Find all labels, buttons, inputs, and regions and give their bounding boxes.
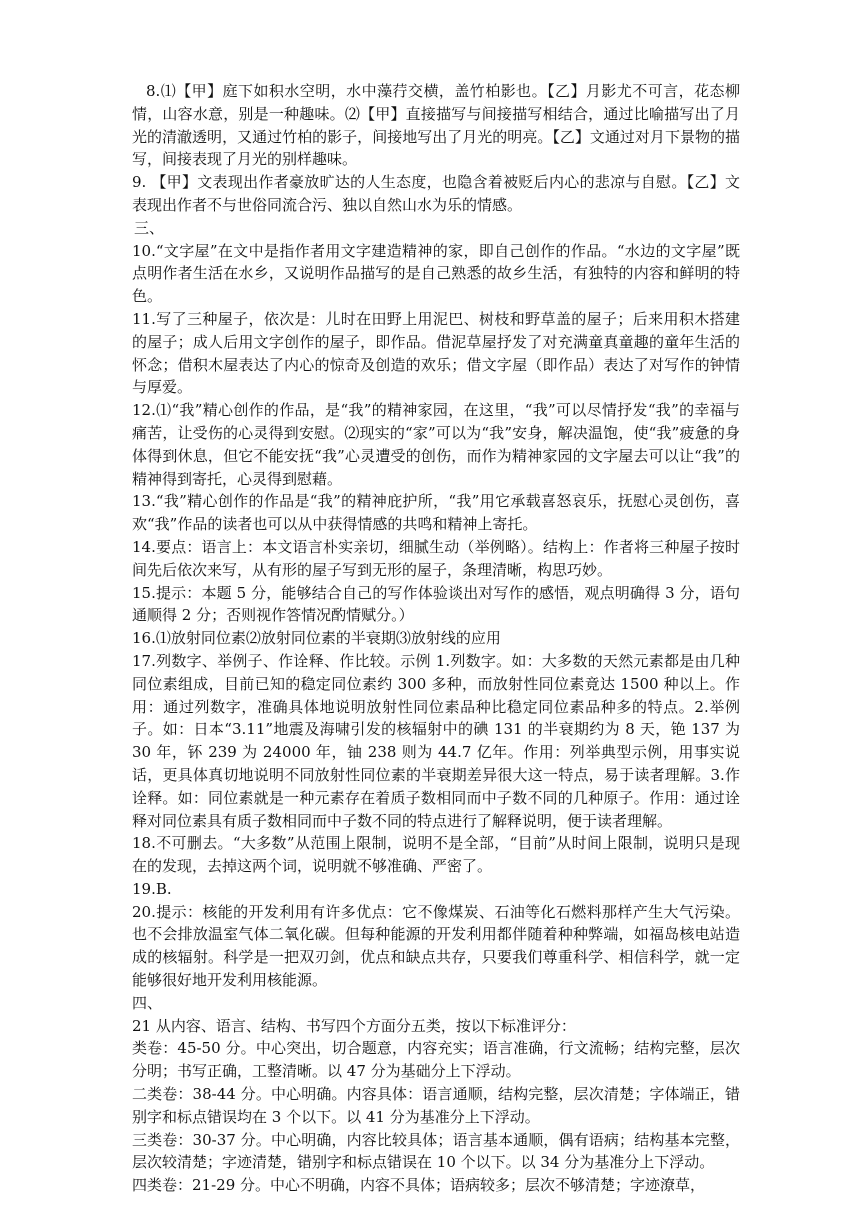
grade-level-1: 类卷：45-50 分。中心突出，切合题意，内容充实；语言准确，行文流畅；结构完整，层次分明；书写正确，工整清晰。以 47 分为基础分上下浮动。: [132, 1039, 740, 1081]
answer-8: 8.⑴【甲】庭下如积水空明，水中藻荇交横，盖竹柏影也。【乙】月影尤不可言，花态柳情，山容水意，别是一种趣味。⑵【甲】直接描写与间接描写相结合，通过比喻描写出了月光的清澈透明，又通过竹柏的影子，间接地写出了月光的明亮。【乙】文通过对月下景物的描写，间接表现了月光的别样趣味。: [132, 82, 740, 169]
answer-13: 13.“我”精心创作的作品是“我”的精神庇护所，“我”用它承载喜怒哀乐，抚慰心灵创伤，喜欢“我”作品的读者也可以从中获得情感的共鸣和精神上寄托。: [132, 492, 740, 534]
grade-level-2: 二类卷：38-44 分。中心明确。内容具体：语言通顺，结构完整，层次清楚；字体端正，错别字和标点错误均在 3 个以下。以 41 分为基准分上下浮动。: [132, 1085, 740, 1126]
section-3-heading: 三、: [134, 218, 165, 237]
answer-16: 16.⑴放射同位素⑵放射同位素的半衰期⑶放射线的应用: [132, 629, 501, 648]
answer-21-intro: 21 从内容、语言、结构、书写四个方面分五类，按以下标准评分：: [132, 1016, 576, 1035]
grade-level-4: 四类卷：21-29 分。中心不明确，内容不具体；语病较多；层次不够清楚；字迹潦草，: [132, 1176, 706, 1195]
answer-17: 17.列数字、举例子、作诠释、作比较。示例 1.列数字。如：大多数的天然元素都是由几种同位素组成，目前已知的稳定同位素约 300 多种，而放射性同位素竟达 1500 种以上。作用：通过列数字，准确具体地说明放射性同位素品种比稳定同位素品种多的特点。2.举例子。如：日本“3.11”地震及海啸引发的核辐射中的碘 131 的半衰期约为 8 天，铯 137 为 30 年，钚 239 为 24000 年，铀 238 则为 44.7 亿年。作用：列举典型示例，用事实说话，更具体真切地说明不同放射性同位素的半衰期差异很大这一特点，易于读者理解。3.作诠释。如：同位素就是一种元素存在着质子数相同而中子数不同的几种原子。作用：通过诠释对同位素具有质子数相同而中子数不同的特点进行了解释说明，便于读者理解。: [132, 651, 740, 830]
section-4-heading: 四、: [132, 993, 163, 1012]
answer-15: 15.提示：本题 5 分，能够结合自己的写作体验谈出对写作的感悟，观点明确得 3 分，语句通顺得 2 分；否则视作答情况酌情赋分。）: [132, 583, 740, 625]
answer-20: 20.提示：核能的开发利用有许多优点：它不像煤炭、石油等化石燃料那样产生大气污染。也不会排放温室气体二氧化碳。但每种能源的开发利用都伴随着种种弊端，如福岛核电站造成的核辐射。科学是一把双刃剑，优点和缺点共存，只要我们尊重科学、相信科学，就一定能够很好地开发利用核能源。: [132, 902, 740, 990]
answer-14: 14.要点：语言上：本文语言朴实亲切，细腻生动（举例略）。结构上：作者将三种屋子按时间先后依次来写，从有形的屋子写到无形的屋子，条理清晰，构思巧妙。: [132, 537, 740, 579]
answer-10: 10.“文字屋”在文中是指作者用文字建造精神的家，即自己创作的作品。“水边的文字屋”既点明作者生活在水乡，又说明作品描写的是自己熟悉的故乡生活，有独特的内容和鲜明的特色。: [132, 241, 740, 306]
answer-12: 12.⑴“我”精心创作的作品，是“我”的精神家园，在这里，“我”可以尽情抒发“我”的幸福与痛苦，让受伤的心灵得到安慰。⑵现实的“家”可以为“我”安身，解决温饱，使“我”疲惫的身体得到休息，但它不能安抚“我”心灵遭受的创伤，而作为精神家园的文字屋去可以让“我”的精神得到寄托，心灵得到慰藉。: [132, 401, 740, 488]
answer-11: 11.写了三种屋子，依次是：儿时在田野上用泥巴、树枝和野草盖的屋子；后来用积木搭建的屋子；成人后用文字创作的屋子，即作品。借泥草屋抒发了对充满童真童趣的童年生活的怀念；借积木屋表达了内心的惊奇及创造的欢乐；借文字屋（即作品）表达了对写作的钟情与厚爱。: [132, 309, 740, 397]
answer-18: 18.不可删去。“大多数”从范围上限制，说明不是全部，“目前”从时间上限制，说明只是现在的发现，去掉这两个词，说明就不够准确、严密了。: [132, 834, 740, 876]
answer-document: [132, 80, 740, 1197]
grade-level-3: 三类卷：30-37 分。中心明确，内容比较具体；语言基本通顺，偶有语病；结构基本完整，层次较清楚；字迹清楚，错别字和标点错误在 10 个以下。以 34 分为基准分上下浮动。: [132, 1130, 740, 1172]
answer-19: 19.B.: [132, 879, 172, 898]
answer-9: 9. 【甲】文表现出作者豪放旷达的人生态度，也隐含着被贬后内心的悲凉与自慰。【乙】文表现出作者不与世俗同流合污、独以自然山水为乐的情感。: [132, 173, 740, 214]
